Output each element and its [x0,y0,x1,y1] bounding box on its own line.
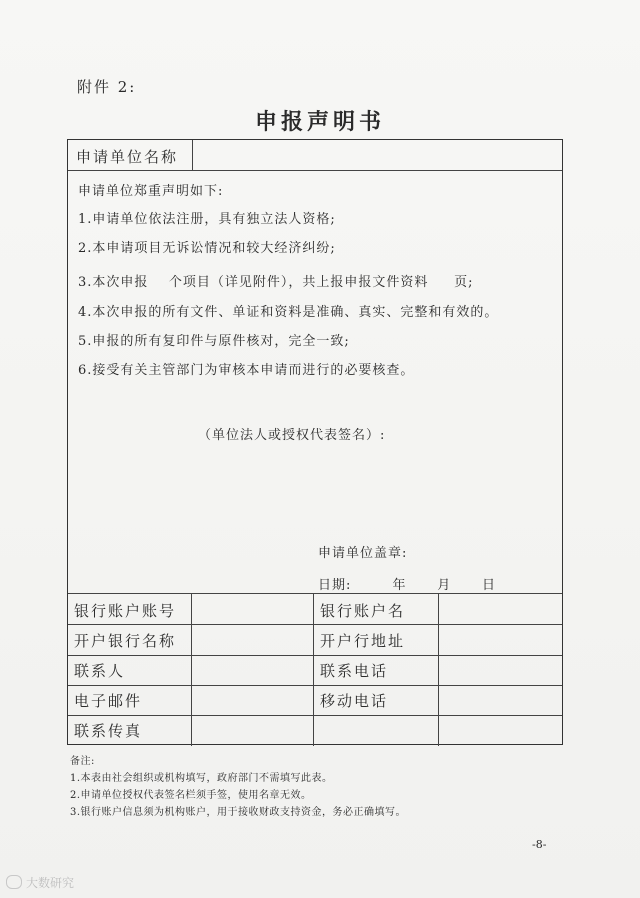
note-item: 1.本表由社会组织或机构填写，政府部门不需填写此表。 [70,773,333,784]
notes-heading: 备注: [70,756,95,767]
column-divider [438,593,439,746]
applicant-name-label: 申请单位名称 [76,148,179,166]
email-label: 电子邮件 [74,692,143,710]
bank-address-label: 开户行地址 [320,632,406,650]
watermark [6,874,74,891]
declaration-item: 5.申报的所有复印件与原件核对，完全一致; [78,334,350,349]
declaration-item: 1.申请单位依法注册，具有独立法人资格; [78,212,336,227]
document-title: 申报声明书 [254,110,385,135]
column-divider [191,593,192,746]
column-divider [313,593,314,746]
signature-label: （单位法人或授权代表签名）: [198,428,386,443]
note-item: 2.申请单位授权代表签名栏须手签，使用名章无效。 [70,790,312,801]
contact-phone-label: 联系电话 [320,662,389,680]
page-number: -8- [532,838,547,851]
declaration-item: 4.本次申报的所有文件、单证和资料是准确、真实、完整和有效的。 [78,305,499,320]
watermark-text: 大数研究 [26,876,75,890]
contact-person-label: 联系人 [74,662,126,680]
applicant-divider [192,140,193,170]
declaration-item: 6.接受有关主管部门为审核本申请而进行的必要核查。 [78,363,415,378]
bank-account-number-label: 银行账户账号 [74,602,177,620]
fax-label: 联系传真 [74,722,143,740]
date-label: 日期: 年 月 日 [318,578,497,593]
applicant-row-divider [68,170,562,171]
watermark-logo-icon [6,875,22,889]
row-divider [68,624,562,625]
row-divider [68,715,562,716]
note-item: 3.银行账户信息须为机构账户，用于接收财政支持资金，务必正确填写。 [70,807,407,818]
seal-label: 申请单位盖章: [318,546,408,561]
bank-account-name-label: 银行账户名 [320,602,406,620]
mobile-phone-label: 移动电话 [320,692,389,710]
declaration-item: 2.本申请项目无诉讼情况和较大经济纠纷; [78,241,336,256]
row-divider [68,685,562,686]
attachment-label: 附件 2: [77,78,137,96]
declaration-form [67,139,563,745]
row-divider [68,655,562,656]
info-table-top [68,593,562,594]
bank-name-label: 开户银行名称 [74,632,177,650]
declaration-intro: 申请单位郑重声明如下: [78,184,224,199]
declaration-item: 3.本次申报 个项目（详见附件），共上报申报文件资料 页; [78,275,474,290]
